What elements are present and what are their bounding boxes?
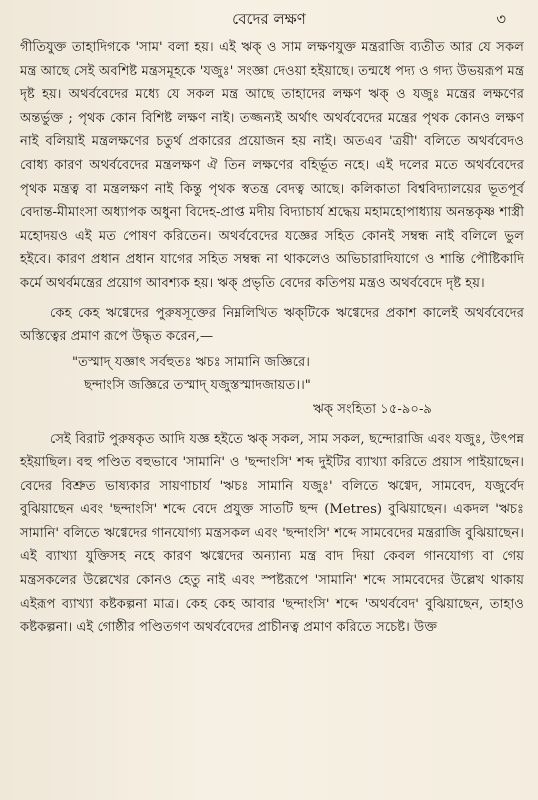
quoted-verse <box>20 351 524 422</box>
verse-citation: ঋক্ সংহিতা ১৫-৯০-৯ <box>312 401 432 417</box>
page-header <box>0 8 538 32</box>
running-head: বেদের লক্ষণ <box>232 10 306 28</box>
page-number: ৩ <box>496 10 506 28</box>
paragraph-3: সেই বিরাট পুরুষকৃত আদি যজ্ঞ হইতে ঋক্ সকল, সাম সকল, ছন্দোরাজি এবং যজুঃ, উৎপন্ন হইয়াছিল। বহু পণ্ডিত বহুভাবে 'সামানি' ও 'ছন্দাংসি' শব্দ দুইটির ব্যাখ্যা করিতে প্রয়াস পাইয়াছেন। বেদের বিশ্রুত ভাষ্যকার সায়ণাচার্য 'ঋচঃ সামানি যজুঃ' বলিতে ঋগ্বেদ, সামবেদ, যজুর্বেদ বুঝিয়াছেন এবং 'ছন্দাংসি' শব্দে বেদে প্রযুক্ত সাতটি ছন্দ (Metres) বুঝিয়াছেন। একদল 'ঋচঃ সামানি' বলিতে ঋগ্বেদের গানযোগ্য মন্ত্রসকল এবং 'ছন্দাংসি' শব্দে সামবেদের মন্ত্ররাজি বুঝিয়াছেন। এই ব্যাখ্যা যুক্তিসহ নহে কারণ ঋগ্বেদের অন্যান্য মন্ত্র বাদ দিয়া কেবল গানযোগ্য বা গেয় মন্ত্রসকলের উল্লেখের কোনও হেতু নাই এবং স্পষ্টরূপে 'সামানি' শব্দে সামবেদের উল্লেখ থাকায় এইরূপ ব্যাখ্যা কষ্টকল্পনা মাত্র। কেহ কেহ আবার 'ছন্দাংসি' শব্দে 'অথর্ববেদ' বুঝিয়াছেন, তাহাও কষ্টকল্পনা। এই গোষ্ঠীর পণ্ডিতগণ অথর্ববেদের প্রাচীনত্ব প্রমাণ করিতে সচেষ্ট। উক্ত <box>20 431 524 636</box>
body-text <box>20 36 524 640</box>
paragraph-1: গীতিযুক্ত তাহাদিগকে 'সাম' বলা হয়। এই ঋক্ ও সাম লক্ষণযুক্ত মন্ত্ররাজি ব্যতীত আর যে সকল মন্ত্র আছে সেই অবশিষ্ট মন্ত্রসমূহকে 'যজুঃ' সংজ্ঞা দেওয়া হইয়াছে। তন্মধে পদ্য ও গদ্য উভয়রূপ মন্ত্র দৃষ্ট হয়। অথর্ববেদের মধ্যে যে সকল মন্ত্র আছে তাহাদের লক্ষণ ঋক্ ও যজুঃ মন্ত্রের লক্ষণের অন্তর্ভুক্ত ; পৃথক কোন বিশিষ্ট লক্ষণ নাই। তজ্জন্যই অর্থাৎ অথর্ববেদের মন্ত্রের পৃথক কোনও লক্ষণ নাই বলিয়াই মন্ত্রলক্ষণের চতুর্থ প্রকারের প্রয়োজন হয় নাই। অতএব 'ত্রয়ী' বলিতে অথর্ববেদও বোধ্য কারণ অথর্ববেদের মন্ত্রলক্ষণ ঐ তিন লক্ষণের বহির্ভূত নহে। এই দলের মতে অথর্ববেদের পৃথক মন্ত্রত্ব বা মন্ত্রলক্ষণ নাই কিন্তু পৃথক স্বতন্ত্র বেদত্ব আছে। কলিকাতা বিশ্ববিদ্যালয়ের ভূতপূর্ব বেদান্ত-মীমাংসা অধ্যাপক অধুনা বিদেহ-প্রাপ্ত মদীয় বিদ্যাচার্য শ্রদ্ধেয় মহামহোপাধ্যায় অনন্তকৃষ্ণ শাস্ত্রী মহোদয়ও এই মত পোষণ করিতেন। অথর্ববেদের যজ্ঞের সহিত কোনই সম্বন্ধ নাই বলিলে ভুল হইবে। কারণ প্রধান প্রধান যাগের সহিত সম্বন্ধ না থাকলেও অভিচারাদিযাগে ও শান্তি পৌষ্টিকাদি কর্মে অথর্বমন্ত্রের প্রয়োগ আবশ্যক হয়। ঋক্ প্রভৃতি বেদের কতিপয় মন্ত্রও অথর্ববেদে দৃষ্ট হয়। <box>20 40 524 291</box>
paragraph-2: কেহ কেহ ঋগ্বেদের পুরুষসূক্তের নিম্নলিখিত ঋক্‌টিকে ঋগ্বেদের প্রকাশ কালেই অথর্ববেদের অস্তিত্বের প্রমাণ রূপে উদ্ধৃত করেন,— <box>20 305 524 345</box>
verse-line-2: ছন্দাংসি জজ্ঞিরে তস্মাদ্ যজুস্তস্মাদজায়ত।।" <box>84 378 311 394</box>
verse-line-1: "তস্মাদ্ যজ্ঞাৎ সর্বহুতঃ ঋচঃ সামানি জজ্ঞিরে। <box>72 354 310 370</box>
